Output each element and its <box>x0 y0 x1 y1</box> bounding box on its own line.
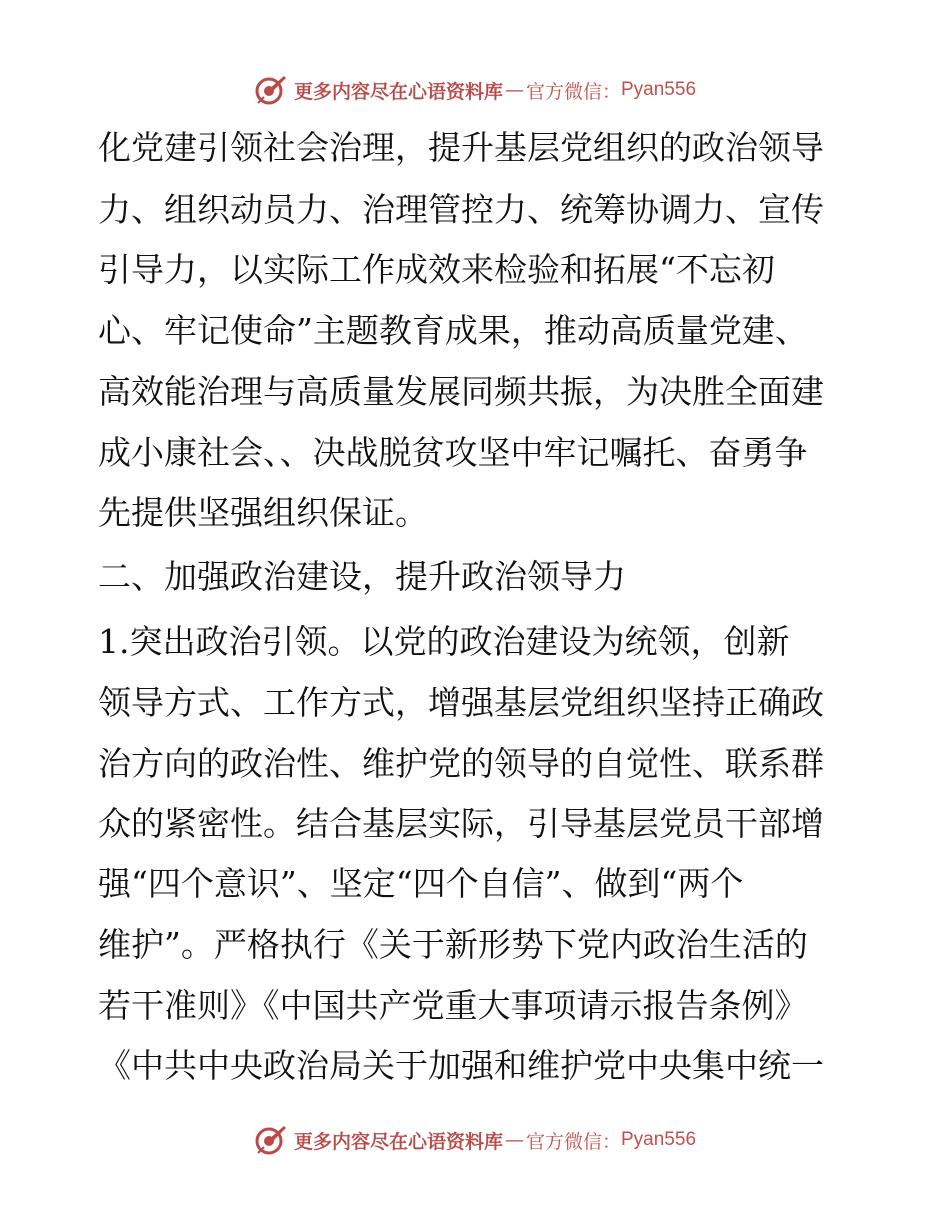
section-heading: 二、加强政治建设，提升政治领导力 <box>98 557 626 596</box>
text-line: 成小康社会、、决战脱贫攻坚中牢记嘱托、奋勇争 <box>98 433 808 472</box>
text-line: 众的紧密性。结合基层实际，引导基层党员干部增 <box>98 804 824 843</box>
text-line: 先提供坚强组织保证。 <box>98 493 428 532</box>
footer-banner <box>0 1120 950 1160</box>
text-line: 化党建引领社会治理，提升基层党组织的政治领导 <box>98 128 824 167</box>
banner-brand: 更多内容尽在心语资料库 <box>293 1130 503 1153</box>
text-line: 力、组织动员力、治理管控力、统筹协调力、宣传 <box>98 190 824 229</box>
text-line: 强“四个意识”、坚定“四个自信”、做到“两个 <box>98 864 744 903</box>
pen-logo-icon <box>254 73 288 107</box>
banner-separator: — <box>504 79 524 101</box>
banner-separator: — <box>504 1129 524 1151</box>
text-line: 治方向的政治性、维护党的领导的自觉性、联系群 <box>98 744 824 783</box>
header-banner <box>0 70 950 110</box>
banner-wechat-label: 官方微信： <box>525 1130 621 1153</box>
text-line: 心、牢记使命”主题教育成果，推动高质量党建、 <box>98 311 808 350</box>
banner-wechat-id: Pyan556 <box>621 79 697 100</box>
text-line: 1.突出政治引领。以党的政治建设为统领，创新 <box>98 622 790 661</box>
text-line: 若干准则》《中国共产党重大事项请示报告条例》 <box>98 986 808 1025</box>
text-line: 领导方式、工作方式，增强基层党组织坚持正确政 <box>98 683 824 722</box>
pen-logo-icon <box>254 1123 288 1157</box>
text-line: 《中共中央政治局关于加强和维护党中央集中统一 <box>98 1046 824 1085</box>
text-line: 维护”。严格执行《关于新形势下党内政治生活的 <box>98 925 808 964</box>
banner-brand: 更多内容尽在心语资料库 <box>293 80 503 103</box>
text-line: 引导力，以实际工作成效来检验和拓展“不忘初 <box>98 250 775 289</box>
banner-wechat-label: 官方微信： <box>525 80 621 103</box>
text-line: 高效能治理与高质量发展同频共振，为决胜全面建 <box>98 372 824 411</box>
banner-wechat-id: Pyan556 <box>621 1129 697 1150</box>
